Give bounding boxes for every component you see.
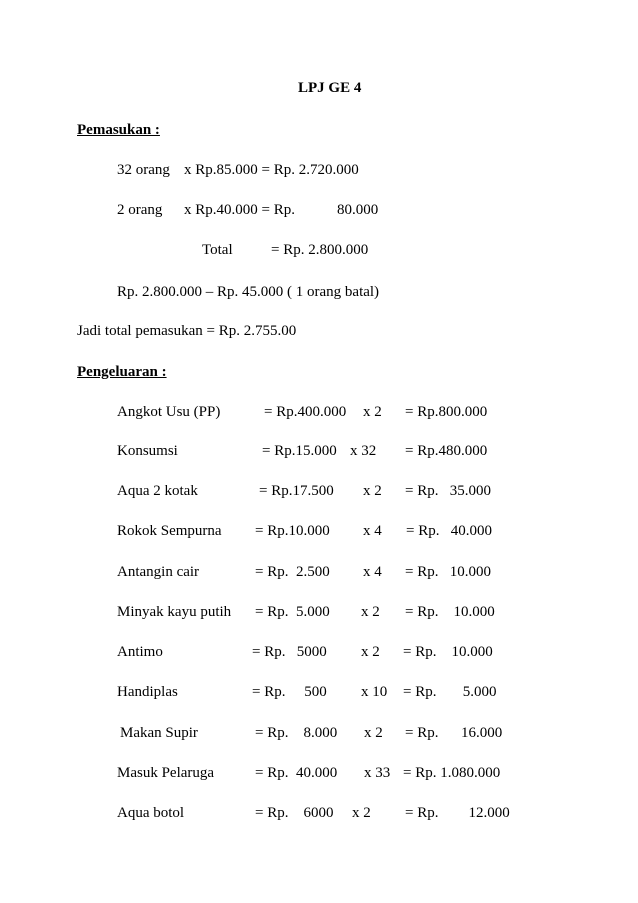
- expense-total: = Rp. 10.000: [405, 604, 495, 620]
- expense-quantity: x 10: [361, 684, 388, 700]
- income-line-1-calc: x Rp.85.000 = Rp. 2.720.000: [184, 162, 359, 178]
- expense-unit-price: = Rp. 5.000: [255, 604, 330, 620]
- expense-quantity: x 2: [352, 805, 371, 821]
- expense-quantity: x 2: [364, 725, 383, 741]
- income-line-2-value: 80.000: [337, 202, 379, 218]
- income-final-total: Jadi total pemasukan = Rp. 2.755.00: [77, 323, 297, 339]
- page-title: LPJ GE 4: [298, 80, 362, 96]
- expense-total: = Rp. 10.000: [403, 644, 493, 660]
- expense-quantity: x 2: [363, 483, 382, 499]
- expense-unit-price: = Rp.15.000: [262, 443, 337, 459]
- expense-unit-price: = Rp. 5000: [252, 644, 327, 660]
- expense-item-name: Aqua 2 kotak: [117, 483, 198, 499]
- income-line-2-calc: x Rp.40.000 = Rp.: [184, 202, 295, 218]
- expense-total: = Rp. 1.080.000: [403, 765, 501, 781]
- expense-unit-price: = Rp.17.500: [259, 483, 334, 499]
- expense-item-name: Konsumsi: [117, 443, 178, 459]
- expense-total: = Rp.480.000: [405, 443, 488, 459]
- expense-quantity: x 2: [361, 644, 380, 660]
- expense-quantity: x 4: [363, 564, 382, 580]
- pemasukan-heading: Pemasukan :: [77, 122, 160, 138]
- expense-quantity: x 2: [363, 404, 382, 420]
- expense-total: = Rp.800.000: [405, 404, 488, 420]
- expense-item-name: Antangin cair: [117, 564, 200, 580]
- expense-unit-price: = Rp.10.000: [255, 523, 330, 539]
- expense-unit-price: = Rp. 500: [252, 684, 327, 700]
- expense-item-name: Angkot Usu (PP): [117, 404, 221, 420]
- expense-item-name: Antimo: [117, 644, 163, 660]
- expense-item-name: Handiplas: [117, 684, 178, 700]
- expense-total: = Rp. 10.000: [405, 564, 491, 580]
- expense-item-name: Aqua botol: [117, 805, 185, 821]
- expense-total: = Rp. 40.000: [406, 523, 492, 539]
- expense-quantity: x 4: [363, 523, 382, 539]
- expense-item-name: Minyak kayu putih: [117, 604, 232, 620]
- expense-unit-price: = Rp.400.000: [264, 404, 347, 420]
- expense-unit-price: = Rp. 2.500: [255, 564, 330, 580]
- expense-item-name: Rokok Sempurna: [117, 523, 222, 539]
- expense-total: = Rp. 35.000: [405, 483, 491, 499]
- expense-total: = Rp. 16.000: [405, 725, 503, 741]
- income-total-value: = Rp. 2.800.000: [271, 242, 369, 258]
- expense-item-name: Makan Supir: [120, 725, 198, 741]
- expense-unit-price: = Rp. 8.000: [255, 725, 338, 741]
- income-line-1-count: 32 orang: [117, 162, 170, 178]
- expense-unit-price: = Rp. 6000: [255, 805, 334, 821]
- pengeluaran-heading: Pengeluaran :: [77, 364, 167, 380]
- expense-total: = Rp. 5.000: [403, 684, 497, 700]
- income-cancellation: Rp. 2.800.000 – Rp. 45.000 ( 1 orang batal): [117, 284, 380, 300]
- income-total-label: Total: [202, 242, 233, 258]
- expense-total: = Rp. 12.000: [405, 805, 510, 821]
- expense-quantity: x 33: [364, 765, 391, 781]
- income-line-2-count: 2 orang: [117, 202, 163, 218]
- expense-unit-price: = Rp. 40.000: [255, 765, 338, 781]
- expense-quantity: x 32: [350, 443, 377, 459]
- expense-quantity: x 2: [361, 604, 380, 620]
- expense-item-name: Masuk Pelaruga: [117, 765, 215, 781]
